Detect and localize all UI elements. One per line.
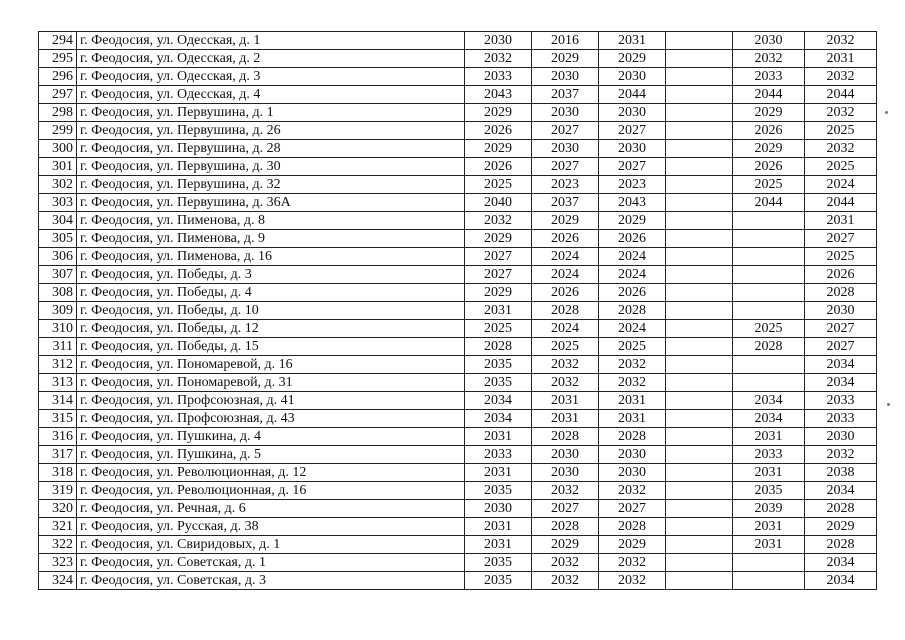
table-row	[39, 374, 877, 392]
year-cell-5: 2031	[733, 428, 805, 446]
address-cell: г. Феодосия, ул. Первушина, д. 1	[77, 104, 465, 122]
year-cell-2: 2027	[532, 158, 599, 176]
year-cell-4	[666, 572, 733, 590]
year-cell-5	[733, 266, 805, 284]
year-cell-3: 2030	[599, 140, 666, 158]
address-cell: г. Феодосия, ул. Пименова, д. 9	[77, 230, 465, 248]
year-cell-5: 2031	[733, 536, 805, 554]
row-number: 298	[39, 104, 77, 122]
row-number: 306	[39, 248, 77, 266]
year-cell-6: 2032	[805, 140, 877, 158]
year-cell-6: 2034	[805, 572, 877, 590]
year-cell-4	[666, 392, 733, 410]
year-cell-2: 2032	[532, 482, 599, 500]
address-cell: г. Феодосия, ул. Одесская, д. 3	[77, 68, 465, 86]
year-cell-2: 2024	[532, 266, 599, 284]
year-cell-4	[666, 554, 733, 572]
table-row	[39, 50, 877, 68]
year-cell-1: 2027	[465, 266, 532, 284]
year-cell-3: 2028	[599, 518, 666, 536]
table-row	[39, 266, 877, 284]
year-cell-4	[666, 320, 733, 338]
year-cell-6: 2034	[805, 374, 877, 392]
address-cell: г. Феодосия, ул. Свиридовых, д. 1	[77, 536, 465, 554]
year-cell-1: 2027	[465, 248, 532, 266]
year-cell-5: 2029	[733, 140, 805, 158]
address-cell: г. Феодосия, ул. Победы, д. 3	[77, 266, 465, 284]
year-cell-6: 2028	[805, 536, 877, 554]
row-number: 318	[39, 464, 77, 482]
scan-speck	[885, 111, 888, 114]
address-cell: г. Феодосия, ул. Профсоюзная, д. 41	[77, 392, 465, 410]
address-cell: г. Феодосия, ул. Речная, д. 6	[77, 500, 465, 518]
year-cell-3: 2031	[599, 32, 666, 50]
year-cell-5	[733, 374, 805, 392]
year-cell-4	[666, 140, 733, 158]
table-row	[39, 572, 877, 590]
year-cell-6: 2032	[805, 446, 877, 464]
year-cell-1: 2025	[465, 176, 532, 194]
year-cell-2: 2032	[532, 572, 599, 590]
year-cell-2: 2030	[532, 140, 599, 158]
year-cell-2: 2029	[532, 536, 599, 554]
table-row	[39, 158, 877, 176]
address-cell: г. Феодосия, ул. Пименова, д. 16	[77, 248, 465, 266]
year-cell-1: 2035	[465, 356, 532, 374]
year-cell-5	[733, 302, 805, 320]
year-cell-2: 2027	[532, 122, 599, 140]
year-cell-6: 2033	[805, 410, 877, 428]
row-number: 299	[39, 122, 77, 140]
year-cell-2: 2016	[532, 32, 599, 50]
year-cell-2: 2026	[532, 284, 599, 302]
year-cell-2: 2028	[532, 518, 599, 536]
year-cell-1: 2034	[465, 392, 532, 410]
year-cell-4	[666, 176, 733, 194]
year-cell-4	[666, 464, 733, 482]
year-cell-3: 2032	[599, 356, 666, 374]
address-cell: г. Феодосия, ул. Победы, д. 4	[77, 284, 465, 302]
year-cell-3: 2029	[599, 212, 666, 230]
year-cell-5	[733, 212, 805, 230]
year-cell-6: 2028	[805, 500, 877, 518]
year-cell-3: 2029	[599, 536, 666, 554]
year-cell-5: 2035	[733, 482, 805, 500]
table-row	[39, 230, 877, 248]
year-cell-3: 2024	[599, 266, 666, 284]
year-cell-4	[666, 428, 733, 446]
year-cell-1: 2040	[465, 194, 532, 212]
row-number: 323	[39, 554, 77, 572]
year-cell-4	[666, 500, 733, 518]
year-cell-1: 2035	[465, 374, 532, 392]
year-cell-6: 2032	[805, 32, 877, 50]
year-cell-3: 2030	[599, 446, 666, 464]
address-cell: г. Феодосия, ул. Русская, д. 38	[77, 518, 465, 536]
year-cell-4	[666, 266, 733, 284]
year-cell-6: 2024	[805, 176, 877, 194]
table-row	[39, 428, 877, 446]
year-cell-2: 2027	[532, 500, 599, 518]
table-row	[39, 248, 877, 266]
address-cell: г. Феодосия, ул. Революционная, д. 16	[77, 482, 465, 500]
address-cell: г. Феодосия, ул. Одесская, д. 4	[77, 86, 465, 104]
year-cell-6: 2034	[805, 554, 877, 572]
row-number: 303	[39, 194, 77, 212]
year-cell-4	[666, 104, 733, 122]
row-number: 297	[39, 86, 77, 104]
year-cell-2: 2032	[532, 554, 599, 572]
year-cell-6: 2025	[805, 158, 877, 176]
year-cell-5	[733, 554, 805, 572]
year-cell-1: 2029	[465, 284, 532, 302]
year-cell-4	[666, 212, 733, 230]
address-cell: г. Феодосия, ул. Пименова, д. 8	[77, 212, 465, 230]
year-cell-5: 2030	[733, 32, 805, 50]
row-number: 304	[39, 212, 77, 230]
year-cell-6: 2030	[805, 428, 877, 446]
table-row	[39, 194, 877, 212]
year-cell-1: 2028	[465, 338, 532, 356]
table-row	[39, 536, 877, 554]
year-cell-1: 2035	[465, 554, 532, 572]
year-cell-3: 2027	[599, 122, 666, 140]
year-cell-5: 2034	[733, 410, 805, 428]
year-cell-4	[666, 302, 733, 320]
year-cell-6: 2029	[805, 518, 877, 536]
year-cell-1: 2031	[465, 464, 532, 482]
year-cell-5	[733, 356, 805, 374]
year-cell-4	[666, 518, 733, 536]
year-cell-6: 2033	[805, 392, 877, 410]
year-cell-1: 2030	[465, 32, 532, 50]
year-cell-3: 2030	[599, 464, 666, 482]
year-cell-1: 2029	[465, 230, 532, 248]
row-number: 300	[39, 140, 77, 158]
table-row	[39, 86, 877, 104]
year-cell-3: 2026	[599, 230, 666, 248]
row-number: 314	[39, 392, 77, 410]
year-cell-2: 2032	[532, 356, 599, 374]
year-cell-5: 2026	[733, 158, 805, 176]
table-row	[39, 482, 877, 500]
row-number: 296	[39, 68, 77, 86]
year-cell-6: 2027	[805, 230, 877, 248]
address-cell: г. Феодосия, ул. Одесская, д. 1	[77, 32, 465, 50]
year-cell-5: 2044	[733, 194, 805, 212]
year-cell-1: 2032	[465, 50, 532, 68]
year-cell-5: 2025	[733, 320, 805, 338]
year-cell-2: 2037	[532, 194, 599, 212]
year-cell-6: 2038	[805, 464, 877, 482]
table-row	[39, 122, 877, 140]
year-cell-2: 2024	[532, 248, 599, 266]
year-cell-4	[666, 230, 733, 248]
address-cell: г. Феодосия, ул. Советская, д. 1	[77, 554, 465, 572]
year-cell-4	[666, 338, 733, 356]
address-cell: г. Феодосия, ул. Пономаревой, д. 31	[77, 374, 465, 392]
year-cell-4	[666, 32, 733, 50]
year-cell-3: 2032	[599, 374, 666, 392]
year-cell-1: 2035	[465, 482, 532, 500]
year-cell-2: 2030	[532, 68, 599, 86]
year-cell-6: 2031	[805, 212, 877, 230]
year-cell-6: 2027	[805, 320, 877, 338]
address-cell: г. Феодосия, ул. Пушкина, д. 4	[77, 428, 465, 446]
year-cell-5: 2031	[733, 518, 805, 536]
year-cell-3: 2043	[599, 194, 666, 212]
year-cell-4	[666, 86, 733, 104]
row-number: 312	[39, 356, 77, 374]
year-cell-4	[666, 284, 733, 302]
year-cell-4	[666, 446, 733, 464]
row-number: 322	[39, 536, 77, 554]
year-cell-1: 2031	[465, 536, 532, 554]
year-cell-1: 2031	[465, 428, 532, 446]
row-number: 316	[39, 428, 77, 446]
year-cell-4	[666, 194, 733, 212]
row-number: 315	[39, 410, 77, 428]
year-cell-1: 2030	[465, 500, 532, 518]
year-cell-1: 2026	[465, 158, 532, 176]
year-cell-3: 2024	[599, 320, 666, 338]
table-row	[39, 518, 877, 536]
year-cell-2: 2024	[532, 320, 599, 338]
year-cell-1: 2029	[465, 104, 532, 122]
table-row	[39, 302, 877, 320]
year-cell-3: 2032	[599, 572, 666, 590]
year-cell-6: 2034	[805, 356, 877, 374]
table-row	[39, 284, 877, 302]
address-cell: г. Феодосия, ул. Профсоюзная, д. 43	[77, 410, 465, 428]
year-cell-3: 2032	[599, 482, 666, 500]
year-cell-5: 2025	[733, 176, 805, 194]
year-cell-3: 2032	[599, 554, 666, 572]
row-number: 301	[39, 158, 77, 176]
year-cell-4	[666, 410, 733, 428]
row-number: 305	[39, 230, 77, 248]
year-cell-4	[666, 356, 733, 374]
year-cell-2: 2025	[532, 338, 599, 356]
year-cell-1: 2032	[465, 212, 532, 230]
year-cell-6: 2025	[805, 248, 877, 266]
address-cell: г. Феодосия, ул. Первушина, д. 32	[77, 176, 465, 194]
year-cell-1: 2031	[465, 518, 532, 536]
address-cell: г. Феодосия, ул. Первушина, д. 36А	[77, 194, 465, 212]
table-row	[39, 176, 877, 194]
year-cell-2: 2029	[532, 50, 599, 68]
table-row	[39, 500, 877, 518]
year-cell-3: 2031	[599, 392, 666, 410]
table-row	[39, 212, 877, 230]
row-number: 302	[39, 176, 77, 194]
row-number: 321	[39, 518, 77, 536]
year-cell-6: 2044	[805, 86, 877, 104]
year-cell-6: 2027	[805, 338, 877, 356]
year-cell-6: 2025	[805, 122, 877, 140]
year-cell-3: 2028	[599, 428, 666, 446]
row-number: 310	[39, 320, 77, 338]
year-cell-2: 2032	[532, 374, 599, 392]
table-row	[39, 104, 877, 122]
row-number: 309	[39, 302, 77, 320]
year-cell-5: 2031	[733, 464, 805, 482]
address-cell: г. Феодосия, ул. Советская, д. 3	[77, 572, 465, 590]
address-cell: г. Феодосия, ул. Победы, д. 15	[77, 338, 465, 356]
year-cell-3: 2044	[599, 86, 666, 104]
year-cell-6: 2034	[805, 482, 877, 500]
year-cell-4	[666, 68, 733, 86]
year-cell-3: 2025	[599, 338, 666, 356]
year-cell-1: 2025	[465, 320, 532, 338]
table-row	[39, 356, 877, 374]
year-cell-5	[733, 284, 805, 302]
year-cell-3: 2027	[599, 158, 666, 176]
row-number: 313	[39, 374, 77, 392]
year-cell-5: 2032	[733, 50, 805, 68]
table-row	[39, 446, 877, 464]
year-cell-3: 2028	[599, 302, 666, 320]
year-cell-2: 2031	[532, 410, 599, 428]
table-row	[39, 32, 877, 50]
year-cell-4	[666, 536, 733, 554]
year-cell-2: 2028	[532, 428, 599, 446]
year-cell-3: 2023	[599, 176, 666, 194]
year-cell-5: 2034	[733, 392, 805, 410]
year-cell-5: 2033	[733, 446, 805, 464]
year-cell-2: 2029	[532, 212, 599, 230]
year-cell-4	[666, 158, 733, 176]
table-row	[39, 392, 877, 410]
year-cell-5: 2044	[733, 86, 805, 104]
scan-speck	[887, 403, 890, 406]
year-cell-4	[666, 374, 733, 392]
year-cell-6: 2044	[805, 194, 877, 212]
year-cell-3: 2024	[599, 248, 666, 266]
year-cell-3: 2030	[599, 104, 666, 122]
address-cell: г. Феодосия, ул. Первушина, д. 30	[77, 158, 465, 176]
year-cell-1: 2026	[465, 122, 532, 140]
address-cell: г. Феодосия, ул. Первушина, д. 26	[77, 122, 465, 140]
housing-repair-schedule-table	[38, 31, 877, 590]
year-cell-6: 2028	[805, 284, 877, 302]
year-cell-3: 2029	[599, 50, 666, 68]
row-number: 308	[39, 284, 77, 302]
address-cell: г. Феодосия, ул. Первушина, д. 28	[77, 140, 465, 158]
table-row	[39, 410, 877, 428]
table-row	[39, 68, 877, 86]
year-cell-2: 2026	[532, 230, 599, 248]
row-number: 311	[39, 338, 77, 356]
year-cell-5: 2039	[733, 500, 805, 518]
year-cell-5: 2033	[733, 68, 805, 86]
year-cell-4	[666, 482, 733, 500]
address-cell: г. Феодосия, ул. Пономаревой, д. 16	[77, 356, 465, 374]
year-cell-5: 2028	[733, 338, 805, 356]
table-row	[39, 464, 877, 482]
year-cell-4	[666, 122, 733, 140]
year-cell-1: 2029	[465, 140, 532, 158]
year-cell-5: 2026	[733, 122, 805, 140]
year-cell-4	[666, 50, 733, 68]
year-cell-1: 2033	[465, 446, 532, 464]
address-cell: г. Феодосия, ул. Революционная, д. 12	[77, 464, 465, 482]
row-number: 319	[39, 482, 77, 500]
table-row	[39, 320, 877, 338]
table-row	[39, 338, 877, 356]
row-number: 324	[39, 572, 77, 590]
row-number: 317	[39, 446, 77, 464]
year-cell-5	[733, 230, 805, 248]
year-cell-1: 2031	[465, 302, 532, 320]
year-cell-2: 2030	[532, 104, 599, 122]
table-row	[39, 554, 877, 572]
row-number: 320	[39, 500, 77, 518]
year-cell-2: 2030	[532, 464, 599, 482]
address-cell: г. Феодосия, ул. Пушкина, д. 5	[77, 446, 465, 464]
year-cell-3: 2027	[599, 500, 666, 518]
year-cell-6: 2031	[805, 50, 877, 68]
year-cell-5	[733, 248, 805, 266]
address-cell: г. Феодосия, ул. Победы, д. 12	[77, 320, 465, 338]
row-number: 294	[39, 32, 77, 50]
year-cell-5: 2029	[733, 104, 805, 122]
year-cell-2: 2028	[532, 302, 599, 320]
year-cell-6: 2032	[805, 68, 877, 86]
address-cell: г. Феодосия, ул. Одесская, д. 2	[77, 50, 465, 68]
table-body	[39, 32, 877, 590]
year-cell-1: 2043	[465, 86, 532, 104]
year-cell-1: 2034	[465, 410, 532, 428]
year-cell-4	[666, 248, 733, 266]
address-cell: г. Феодосия, ул. Победы, д. 10	[77, 302, 465, 320]
row-number: 295	[39, 50, 77, 68]
year-cell-1: 2035	[465, 572, 532, 590]
year-cell-3: 2030	[599, 68, 666, 86]
table-row	[39, 140, 877, 158]
year-cell-2: 2030	[532, 446, 599, 464]
year-cell-3: 2026	[599, 284, 666, 302]
year-cell-1: 2033	[465, 68, 532, 86]
year-cell-6: 2026	[805, 266, 877, 284]
year-cell-2: 2031	[532, 392, 599, 410]
year-cell-5	[733, 572, 805, 590]
year-cell-6: 2030	[805, 302, 877, 320]
row-number: 307	[39, 266, 77, 284]
year-cell-2: 2023	[532, 176, 599, 194]
year-cell-3: 2031	[599, 410, 666, 428]
year-cell-6: 2032	[805, 104, 877, 122]
year-cell-2: 2037	[532, 86, 599, 104]
